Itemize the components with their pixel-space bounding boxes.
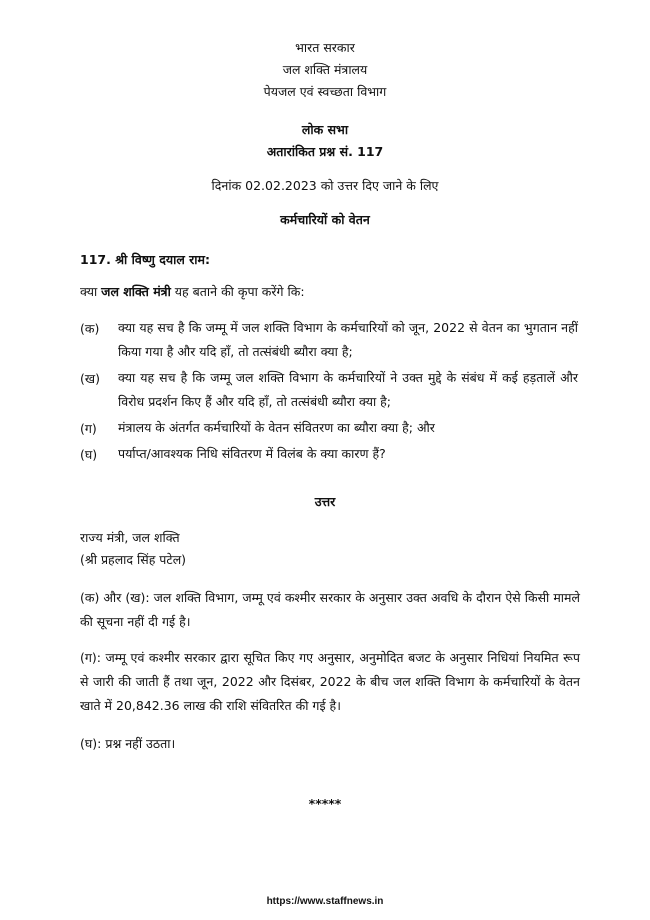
question-number: अतारांकित प्रश्न सं. 117: [266, 144, 384, 159]
end-mark: *****: [308, 796, 342, 811]
intro-prefix: क्या: [80, 284, 98, 299]
respondent-name: (श्री प्रहलाद सिंह पटेल): [80, 552, 187, 567]
asker-name: 117. श्री विष्णु दयाल राम:: [80, 252, 211, 267]
question-label-kha: (ख): [80, 371, 100, 386]
question-text-ga: मंत्रालय के अंतर्गत कर्मचारियों के वेतन संवितरण का ब्यौरा क्या है; और: [118, 420, 435, 435]
footer-url: https://www.staffnews.in: [266, 896, 384, 907]
respondent-title: राज्य मंत्री, जल शक्ति: [80, 530, 180, 545]
minister-title: जल शक्ति मंत्री: [101, 284, 171, 299]
question-label-gha: (घ): [80, 447, 98, 462]
question-label-ga: (ग): [80, 421, 97, 436]
ministry-header: जल शक्ति मंत्रालय: [282, 62, 368, 77]
question-intro: [80, 284, 305, 300]
answer-gha: (घ): प्रश्न नहीं उठता।: [80, 736, 176, 751]
question-text-gha: पर्याप्त/आवश्यक निधि संवितरण में विलंब के क्या कारण हैं?: [118, 446, 386, 461]
question-label-ka: (क): [80, 321, 100, 336]
department-header: पेयजल एवं स्वच्छता विभाग: [263, 84, 387, 99]
question-text-ka: क्या यह सच है कि जम्मू में जल शक्ति विभाग के कर्मचारियों को जून, 2022 से वेतन का भुगतान नहीं किया गया है और यदि हाँ, तो तत्संबंधी ब्यौरा क्या है;: [118, 320, 578, 359]
answer-ka-kha: (क) और (ख): जल शक्ति विभाग, जम्मू एवं कश्मीर सरकार के अनुसार उक्त अवधि के दौरान ऐसे किसी मामले की सूचना नहीं दी गई है।: [80, 590, 580, 629]
intro-suffix: यह बताने की कृपा करेंगे कि:: [174, 284, 305, 299]
answer-date: दिनांक 02.02.2023 को उत्तर दिए जाने के लिए: [211, 178, 439, 193]
answer-heading: उत्तर: [314, 494, 336, 509]
question-text-kha: क्या यह सच है कि जम्मू जल शक्ति विभाग के कर्मचारियों ने उक्त मुद्दे के संबंध में कई हड़तालें और विरोध प्रदर्शन किए हैं और यदि हाँ, तो तत्संबंधी ब्यौरा क्या है;: [118, 370, 578, 409]
house-title: लोक सभा: [301, 122, 349, 137]
govt-header: भारत सरकार: [295, 40, 355, 55]
subject-title: कर्मचारियों को वेतन: [280, 212, 370, 227]
answer-ga: (ग): जम्मू एवं कश्मीर सरकार द्वारा सूचित किए गए अनुसार, अनुमोदित बजट के अनुसार निधियां नियमित रूप से जारी की जाती हैं तथा जून, 2022 और दिसंबर, 2022 के बीच जल शक्ति विभाग के कर्मचारियों के वेतन खाते में 20,842.36 लाख की राशि संवितरित की गई है।: [80, 650, 580, 713]
